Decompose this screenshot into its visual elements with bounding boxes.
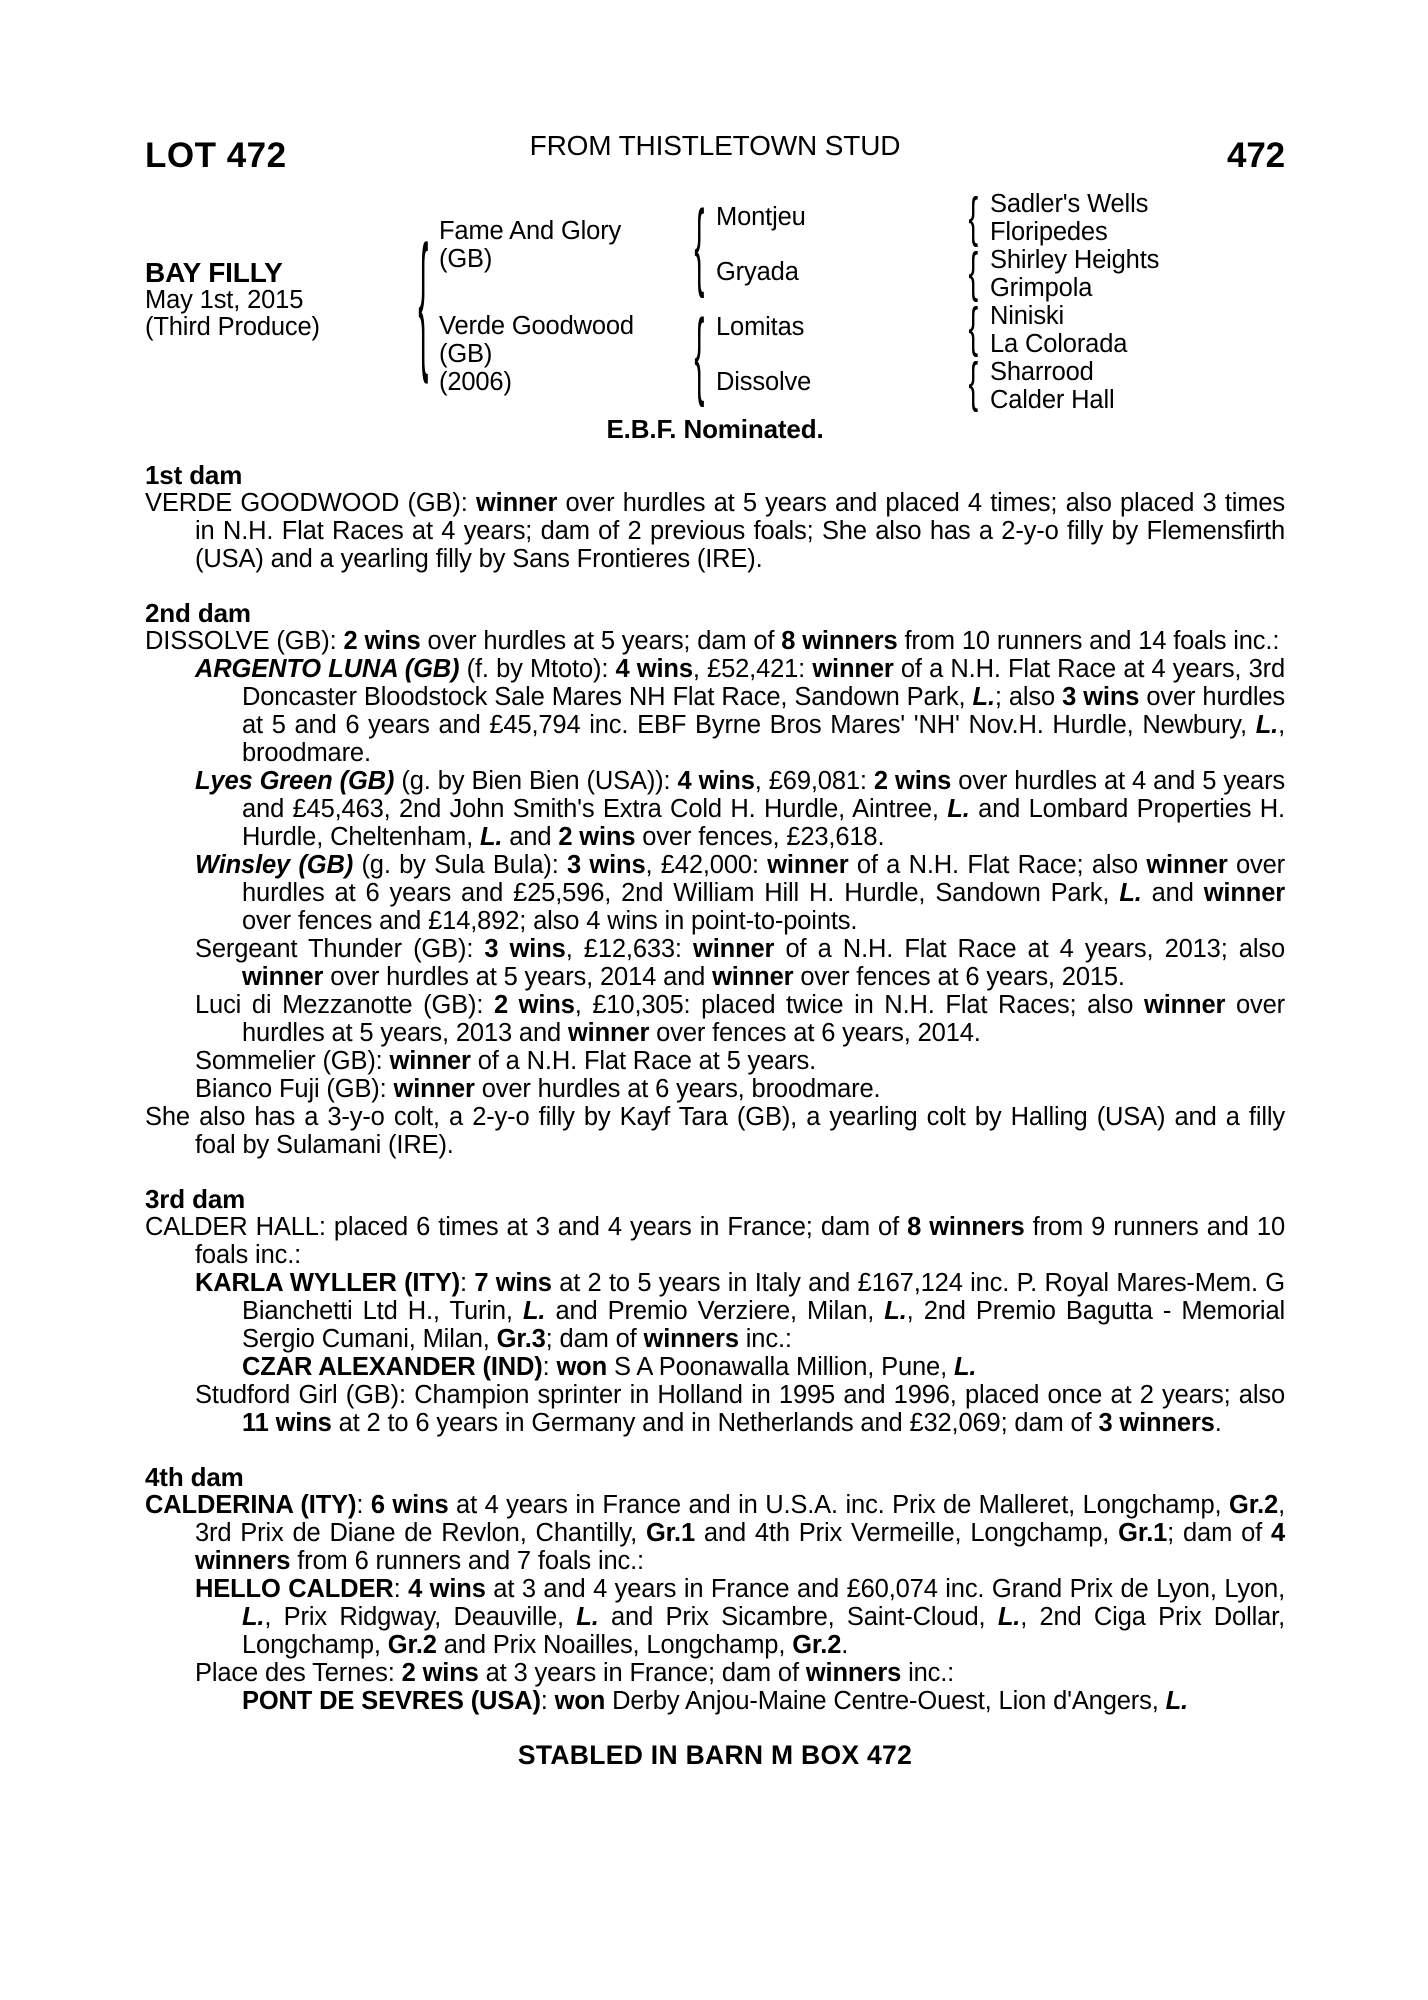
text-run: . — [1214, 1409, 1222, 1437]
text-run: winner — [242, 963, 324, 991]
text-run: Place des Ternes: — [195, 1659, 402, 1687]
pedigree-paragraph — [145, 655, 1285, 767]
text-run: , Prix Ridgway, Deauville, — [264, 1603, 577, 1631]
dam-heading: 1st dam — [145, 460, 243, 490]
text-run: 6 wins — [370, 1491, 449, 1519]
grandsire-name: Lomitas — [716, 312, 805, 341]
text-run: winner — [812, 655, 894, 683]
text-run: (g. by Sula Bula): — [353, 851, 567, 879]
text-run: Luci di Mezzanotte (GB): — [195, 991, 494, 1019]
text-run: : — [459, 1269, 475, 1297]
pedigree-brace-icon: { — [968, 186, 979, 249]
text-run: over fences and £14,892; also 4 wins in point-to-points. — [242, 907, 858, 935]
ancestor-name: Shirley Heights — [990, 246, 1160, 274]
pedigree-tree — [145, 186, 1285, 414]
animal-name: BAY FILLY — [145, 256, 283, 288]
pedigree-paragraph — [145, 767, 1285, 851]
granddam-name: Gryada — [716, 258, 799, 287]
pedigree-paragraph — [145, 991, 1285, 1047]
text-run: from 6 runners and 7 foals inc.: — [290, 1547, 644, 1575]
dam-sections — [145, 461, 1285, 1715]
text-run: over hurdles at 5 years, 2013 and — [242, 991, 1285, 1047]
pedigree-brace-icon: { — [694, 299, 705, 409]
text-run: , £12,633: — [565, 935, 694, 963]
pedigree-paragraph — [145, 1353, 1285, 1381]
dam-heading: 2nd dam — [145, 598, 251, 628]
text-run: over hurdles at 5 years and placed 4 times; also placed 3 times in N.H. Flat Races at 4 years; dam of 2 previous foals; She also has a 2-y-o filly by Flemensfirth (USA) and a yearling filly by Sans Frontieres (IRE). — [195, 489, 1286, 573]
text-run: Sommelier (GB): — [195, 1047, 390, 1075]
text-run: 2 wins — [343, 627, 421, 655]
text-run: 8 winners — [781, 627, 898, 655]
dam-name: Verde Goodwood — [439, 312, 634, 341]
text-run: PONT DE SEVRES (USA) — [242, 1687, 541, 1715]
text-run: L. — [522, 1297, 546, 1325]
page-header — [145, 130, 1285, 190]
text-run: at 3 and 4 years in France and £60,074 inc. Grand Prix de Lyon, Lyon, — [485, 1575, 1286, 1603]
pedigree-paragraph — [145, 1659, 1285, 1687]
animal-foaling-date: May 1st, 2015 — [145, 285, 304, 314]
text-run: CALDERINA (ITY) — [145, 1491, 357, 1519]
text-run: over fences at 6 years, 2015. — [793, 963, 1125, 991]
text-run: 11 wins — [242, 1409, 332, 1437]
text-run: VERDE GOODWOOD (GB): — [145, 489, 476, 517]
text-run: Gr.1 — [645, 1519, 695, 1547]
generation-brace-column-3 — [957, 186, 990, 413]
pedigree-paragraph — [145, 1103, 1285, 1159]
ancestor-name: Sadler's Wells — [990, 190, 1149, 218]
text-run: 2 wins — [493, 991, 575, 1019]
text-run: Gr.2 — [1229, 1491, 1279, 1519]
lot-number: LOT 472 — [145, 136, 287, 175]
dam-year: (2006) — [439, 368, 512, 397]
pedigree-paragraph — [145, 1213, 1285, 1269]
text-run: 2 wins — [558, 823, 636, 851]
text-run: of a N.H. Flat Race at 5 years. — [470, 1047, 817, 1075]
consignor-line: FROM THISTLETOWN STUD — [529, 130, 901, 161]
text-run: and — [502, 823, 559, 851]
text-run: winner — [1146, 851, 1228, 879]
pedigree-paragraph — [145, 1269, 1285, 1353]
text-run: 7 wins — [474, 1269, 552, 1297]
text-run: (g. by Bien Bien (USA)): — [394, 767, 678, 795]
text-run: DISSOLVE (GB): — [145, 627, 344, 655]
parents-column — [439, 190, 683, 409]
pedigree-brace-icon: { — [968, 350, 979, 413]
ancestor-name: Sharrood — [990, 358, 1094, 386]
ebf-nomination-note: E.B.F. Nominated. — [606, 414, 824, 444]
text-run: over fences, £23,618. — [635, 823, 885, 851]
dam-heading: 3rd dam — [145, 1184, 246, 1214]
text-run: L. — [953, 1353, 977, 1381]
text-run: L. — [997, 1603, 1021, 1631]
pedigree-paragraph — [145, 1575, 1285, 1659]
text-run: Sergeant Thunder (GB): — [195, 935, 485, 963]
text-run: winner — [389, 1047, 471, 1075]
text-run: HELLO CALDER — [195, 1575, 394, 1603]
text-run: winner — [767, 851, 849, 879]
pedigree-paragraph — [145, 935, 1285, 991]
text-run: S A Poonawalla Million, Pune, — [607, 1353, 954, 1381]
text-run: She also has a 3-y-o colt, a 2-y-o filly by Kayf Tara (GB), a yearling colt by Halling (USA) and a filly foal by Sulamani (IRE). — [145, 1103, 1285, 1159]
pedigree-paragraph — [145, 1075, 1285, 1103]
text-run: : — [540, 1687, 555, 1715]
page-number: 472 — [1227, 136, 1285, 175]
pedigree-brace-icon: { — [418, 214, 428, 385]
text-run: , 2nd Ciga Prix Dollar, Longchamp, — [242, 1603, 1286, 1659]
text-run: over hurdles at 5 years, 2014 and — [323, 963, 713, 991]
pedigree-brace-icon: { — [694, 190, 705, 300]
pedigree-paragraph — [145, 1687, 1285, 1715]
text-run: , £69,081: — [754, 767, 874, 795]
text-run: over hurdles at 5 and 6 years and £45,794 inc. EBF Byrne Bros Mares' 'NH' Nov.H. Hurdle, Newbury, — [242, 683, 1286, 739]
text-run: 4 wins — [615, 655, 693, 683]
text-run: , £42,000: — [645, 851, 768, 879]
great-grandparents-column — [990, 190, 1285, 414]
text-run: at 3 years in France; dam of — [478, 1659, 806, 1687]
text-run: ; dam of — [1167, 1519, 1271, 1547]
sire-suffix: (GB) — [439, 244, 493, 273]
text-run: 3 wins — [567, 851, 646, 879]
text-run: winner — [475, 489, 558, 517]
text-run: 2 wins — [873, 767, 952, 795]
text-run: won — [556, 1353, 608, 1381]
text-run: Gr.3 — [496, 1325, 546, 1353]
text-run: , £52,421: — [692, 655, 813, 683]
text-run: 2 wins — [401, 1659, 479, 1687]
text-run: Bianco Fuji (GB): — [195, 1075, 394, 1103]
text-run: CALDER HALL: placed 6 times at 3 and 4 years in France; dam of — [145, 1213, 908, 1241]
ancestor-name: Niniski — [990, 302, 1065, 330]
text-run: inc.: — [901, 1659, 955, 1687]
text-run: : — [393, 1575, 409, 1603]
sire-name: Fame And Glory — [439, 216, 622, 245]
text-run: over hurdles at 4 and 5 years and £45,463, 2nd John Smith's Extra Cold H. Hurdle, Aintree, — [242, 767, 1286, 823]
pedigree-brace-icon: { — [968, 241, 979, 303]
pedigree-paragraph — [145, 1381, 1285, 1437]
text-run: at 4 years in France and in U.S.A. inc. Prix de Malleret, Longchamp, — [448, 1491, 1230, 1519]
text-run: , 3rd Prix de Diane de Revlon, Chantilly, — [195, 1491, 1286, 1547]
ancestor-name: Grimpola — [990, 274, 1093, 302]
text-run: Gr.1 — [1118, 1519, 1168, 1547]
text-run: KARLA WYLLER (ITY) — [195, 1269, 460, 1297]
text-run: . — [841, 1631, 849, 1659]
text-run: , broodmare. — [242, 711, 1285, 767]
text-run: L. — [1119, 879, 1142, 907]
text-run: at 2 to 6 years in Germany and in Netherlands and £32,069; dam of — [331, 1409, 1099, 1437]
dam-heading: 4th dam — [145, 1462, 244, 1492]
text-run: and Premio Verziere, Milan, — [545, 1297, 885, 1325]
text-run: 3 wins — [1062, 683, 1140, 711]
text-run: winner — [712, 963, 794, 991]
text-run: : — [356, 1491, 371, 1519]
ancestor-name: Calder Hall — [990, 386, 1115, 414]
text-run: won — [554, 1687, 606, 1715]
text-run: 3 wins — [484, 935, 566, 963]
text-run: Lyes Green (GB) — [195, 767, 395, 795]
text-run: ; also — [994, 683, 1063, 711]
text-run: L. — [242, 1603, 265, 1631]
stabling-footer: STABLED IN BARN M BOX 472 — [517, 1740, 913, 1770]
pedigree-paragraph — [145, 851, 1285, 935]
ancestor-name: Floripedes — [990, 218, 1108, 246]
dam-section — [145, 599, 1285, 1159]
text-run: 4 wins — [677, 767, 755, 795]
text-run: Gr.2 — [387, 1631, 437, 1659]
text-run: over hurdles at 5 years; dam of — [420, 627, 782, 655]
pedigree-paragraph — [145, 627, 1285, 655]
text-run: L. — [576, 1603, 599, 1631]
text-run: Derby Anjou-Maine Centre-Ouest, Lion d'Angers, — [605, 1687, 1166, 1715]
text-run: and Prix Noailles, Longchamp, — [436, 1631, 793, 1659]
text-run: CZAR ALEXANDER (IND) — [242, 1353, 543, 1381]
text-run: 4 wins — [408, 1575, 486, 1603]
text-run: L. — [1255, 711, 1279, 739]
text-run: and 4th Prix Vermeille, Longchamp, — [694, 1519, 1119, 1547]
dam-suffix: (GB) — [439, 340, 493, 369]
text-run: ; dam of — [545, 1325, 644, 1353]
text-run: winners — [805, 1659, 902, 1687]
sire-cell — [439, 190, 683, 300]
text-run: 4 winners — [195, 1519, 1285, 1575]
text-run: , 2nd Premio Bagutta - Memorial Sergio Cumani, Milan, — [242, 1297, 1285, 1353]
text-run: inc.: — [738, 1325, 792, 1353]
text-run: winner — [393, 1075, 475, 1103]
text-run: Gr.2 — [792, 1631, 842, 1659]
text-run: over hurdles at 6 years, broodmare. — [474, 1075, 881, 1103]
text-run: L. — [1165, 1687, 1188, 1715]
text-run: winner — [567, 1019, 650, 1047]
text-run: 8 winners — [907, 1213, 1025, 1241]
text-run: L. — [479, 823, 503, 851]
text-run: and Prix Sicambre, Saint-Cloud, — [598, 1603, 998, 1631]
text-run: at 2 to 5 years in Italy and £167,124 inc. P. Royal Mares-Mem. G Bianchetti Ltd H., Turin, — [242, 1269, 1285, 1325]
text-run: (f. by Mtoto): — [459, 655, 616, 683]
text-run: from 10 runners and 14 foals inc.: — [897, 627, 1280, 655]
text-run: and Lombard Properties H. Hurdle, Cheltenham, — [242, 795, 1285, 851]
text-run: over hurdles at 6 years and £25,596, 2nd William Hill H. Hurdle, Sandown Park, — [242, 851, 1286, 907]
text-run: L. — [972, 683, 995, 711]
text-run: winners — [643, 1325, 739, 1353]
dam-section — [145, 1185, 1285, 1437]
animal-produce-note: (Third Produce) — [145, 312, 320, 341]
pedigree-paragraph — [145, 489, 1285, 573]
text-run: : — [542, 1353, 557, 1381]
text-run: 3 winners — [1098, 1409, 1215, 1437]
dam-section — [145, 1463, 1285, 1715]
text-run: ARGENTO LUNA (GB) — [195, 655, 460, 683]
pedigree-paragraph — [145, 1047, 1285, 1075]
text-run: Studford Girl (GB): Champion sprinter in Holland in 1995 and 1996, placed once at 2 years; also — [195, 1381, 1285, 1409]
text-run: over fences at 6 years, 2014. — [649, 1019, 981, 1047]
text-run: Winsley (GB) — [195, 851, 354, 879]
text-run: winner — [1203, 879, 1285, 907]
ancestor-name: La Colorada — [990, 330, 1128, 358]
pedigree-brace-icon: { — [968, 296, 979, 358]
grandparents-column — [716, 190, 957, 409]
text-run: winner — [1144, 991, 1226, 1019]
text-run: of a N.H. Flat Race at 4 years, 3rd Doncaster Bloodstock Sale Mares NH Flat Race, Sandown Park, — [242, 655, 1285, 711]
text-run: and — [1141, 879, 1204, 907]
text-run: winner — [693, 935, 775, 963]
animal-block — [145, 190, 407, 409]
dam-section — [145, 461, 1285, 573]
grandsire-name: Montjeu — [716, 203, 806, 232]
dam-cell — [439, 300, 683, 410]
pedigree-paragraph — [145, 1491, 1285, 1575]
generation-brace-column-2 — [683, 190, 716, 409]
text-run: of a N.H. Flat Race; also — [848, 851, 1147, 879]
text-run: of a N.H. Flat Race at 4 years, 2013; also — [774, 935, 1285, 963]
generation-brace-column-1 — [407, 190, 439, 409]
granddam-name: Dissolve — [716, 367, 812, 396]
text-run: L. — [884, 1297, 907, 1325]
text-run: , £10,305: placed twice in N.H. Flat Races; also — [574, 991, 1145, 1019]
text-run: from 9 runners and 10 foals inc.: — [195, 1213, 1285, 1269]
text-run: L. — [947, 795, 970, 823]
